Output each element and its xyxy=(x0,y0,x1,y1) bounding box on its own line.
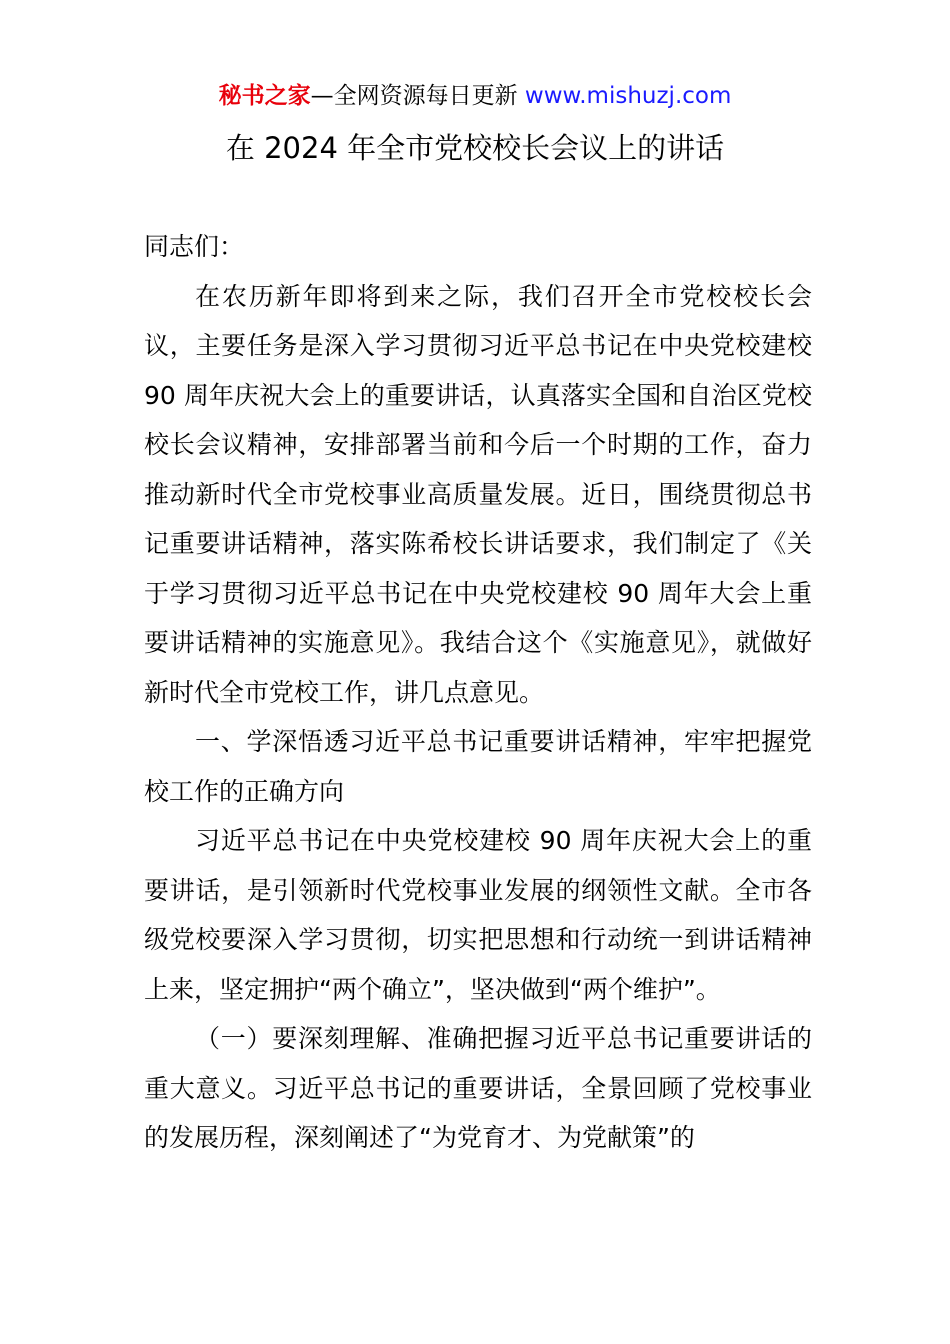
paragraph-intro: 在农历新年即将到来之际，我们召开全市党校校长会议，主要任务是深入学习贯彻习近平总书记在中央党校建校 90 周年庆祝大会上的重要讲话，认真落实全国和自治区党校校长会议精神，安排部署当前和今后一个时期的工作，奋力推动新时代全市党校事业高质量发展。近日，围绕贯彻总书记重要讲话精神，落实陈希校长讲话要求，我们制定了《关于学习贯彻习近平总书记在中央党校建校 90 周年大会上重要讲话精神的实施意见》。我结合这个《实施意见》，就做好新时代全市党校工作，讲几点意见。 xyxy=(144,281,812,707)
document-title: 在 2024 年全市党校校长会议上的讲话 xyxy=(225,131,725,165)
header-tagline: —全网资源每日更新 xyxy=(310,83,525,109)
document-body xyxy=(144,222,812,1163)
site-url-link[interactable]: www.mishuzj.com xyxy=(524,83,732,109)
paragraph-subsection-1: （一）要深刻理解、准确把握习近平总书记重要讲话的重大意义。习近平总书记的重要讲话，全景回顾了党校事业的发展历程，深刻阐述了“为党育才、为党献策”的 xyxy=(144,1024,812,1152)
paragraph-section-1: 习近平总书记在中央党校建校 90 周年庆祝大会上的重要讲话，是引领新时代党校事业发展的纲领性文献。全市各级党校要深入学习贯彻，切实把思想和行动统一到讲话精神上来，坚定拥护“两个确立”，坚决做到“两个维护”。 xyxy=(144,826,812,1004)
salutation: 同志们： xyxy=(144,232,245,261)
section-heading-1: 一、学深悟透习近平总书记重要讲话精神，牢牢把握党校工作的正确方向 xyxy=(144,727,812,806)
site-header xyxy=(0,80,950,112)
brand-name: 秘书之家 xyxy=(218,83,311,109)
